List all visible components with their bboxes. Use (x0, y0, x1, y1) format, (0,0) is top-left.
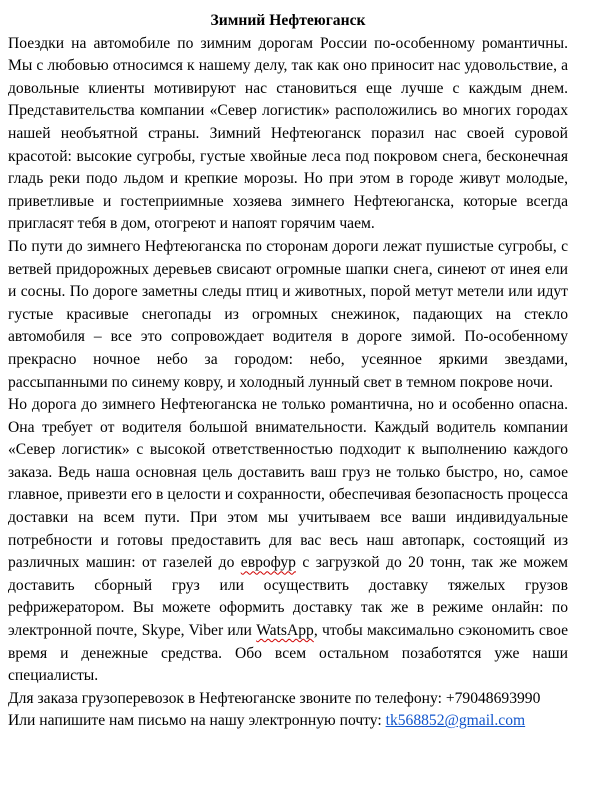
email-link[interactable]: tk568852@gmail.com (385, 712, 526, 730)
paragraph-email (8, 710, 568, 733)
paragraph-winter-road: По пути до зимнего Нефтеюганска по сторонам дороги лежат пушистые сугробы, с ветвей придорожных деревьев свисают огромные шапки снега, синеют от инея ели и сосны. По дороге заметны следы птиц и животных, порой метут метели или идут густые красивые снегопады из огромных снежинок, падающих на стекло автомобиля – все это сопровождает водителя в дороге зимой. По-особенному прекрасно ночное небо за городом: небо, усеянное яркими звездами, рассыпанными по синему ковру, и холодный лунный свет в темном покрове ночи. (8, 237, 568, 391)
misspelled-word-evrofur: еврофур (240, 554, 296, 572)
paragraph-safety-text-2: с загрузкой до 20 тонн, так же можем доставить сборный груз или осуществить доставку тяжелых грузов рефрижератором. Вы можете оформить доставку так же в режиме онлайн: по электронной почте, Skype, Viber или (8, 554, 568, 640)
paragraph-safety-text-1: Но дорога до зимнего Нефтеюганска не только романтична, но и особенно опасна. Она требует от водителя большой внимательности. Каждый водитель компании «Север логистик» с высокой ответственностью подходит к выполнению каждого заказа. Ведь наша основная цель доставить ваш груз не только быстро, но, самое главное, привезти его в целости и сохранности, обеспечивая безопасность процесса доставки на всем пути. При этом мы учитываем все ваши индивидуальные потребности и готовы предоставить для вас весь наш автопарк, состоящий из различных машин: от газелей до (8, 396, 568, 572)
document-page (8, 10, 568, 733)
paragraph-intro: Поездки на автомобиле по зимним дорогам России по-особенному романтичны. Мы с любовью относимся к нашему делу, так как оно приносит нас удовольствие, а довольные клиенты мотивируют нас становиться еще лучше с каждым днем. Представительства компании «Север логистик» расположились во многих городах нашей необъятной страны. Зимний Нефтеюганск поразил нас своей суровой красотой: высокие сугробы, густые хвойные леса под покровом снега, бесконечная гладь реки подо льдом и крепкие морозы. Но при этом в городе живут молодые, приветливые и гостеприимные хозяева зимнего Нефтеюганска, которые всегда пригласят тебя в дом, отогреют и напоят горячим чаем. (8, 34, 568, 233)
email-line-text: Или напишите нам письмо на нашу электронную почту: (8, 712, 386, 730)
paragraph-safety-text-3: , чтобы максимально сэкономить свое время и денежные средства. Обо всем остальном позаботятся уже наши специалисты. (8, 622, 568, 685)
paragraph-phone: Для заказа грузоперевозок в Нефтеюганске звоните по телефону: +79048693990 (8, 689, 541, 707)
paragraph-safety (8, 394, 568, 688)
document-title: Зимний Нефтеюганск (210, 12, 366, 29)
misspelled-word-watsapp: WatsApp (256, 622, 314, 640)
